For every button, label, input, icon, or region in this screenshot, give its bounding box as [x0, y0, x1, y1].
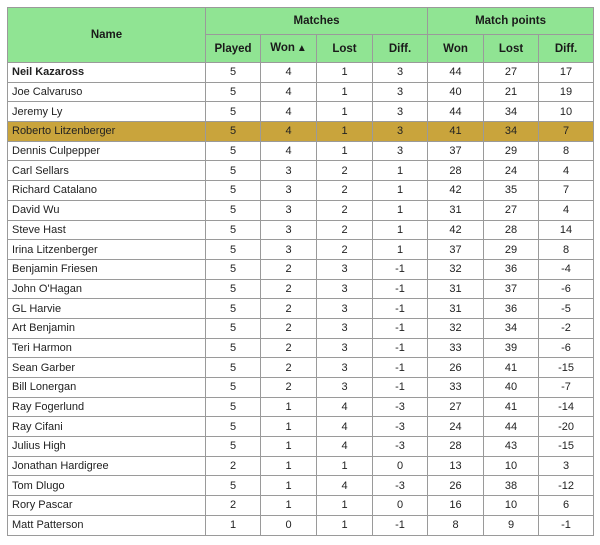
table-body	[8, 63, 594, 536]
mp-diff-cell: -6	[539, 279, 594, 299]
mp-won-cell: 37	[428, 141, 484, 161]
diff-cell: 0	[373, 456, 428, 476]
played-cell: 1	[206, 515, 261, 535]
standings-table-container	[7, 7, 593, 536]
played-cell: 2	[206, 456, 261, 476]
table-row[interactable]	[8, 200, 594, 220]
table-row[interactable]	[8, 279, 594, 299]
player-name-cell: Steve Hast	[8, 220, 206, 240]
player-name-cell: Dennis Culpepper	[8, 141, 206, 161]
lost-cell: 4	[317, 417, 373, 437]
diff-cell: -1	[373, 338, 428, 358]
won-cell: 3	[261, 240, 317, 260]
diff-cell: 3	[373, 102, 428, 122]
mp-won-cell: 24	[428, 417, 484, 437]
won-cell: 1	[261, 476, 317, 496]
mp-won-cell: 42	[428, 181, 484, 201]
lost-cell: 1	[317, 456, 373, 476]
played-cell: 5	[206, 200, 261, 220]
player-name-cell: Julius High	[8, 437, 206, 457]
table-header	[8, 8, 594, 63]
mp-diff-cell: -6	[539, 338, 594, 358]
lost-cell: 2	[317, 161, 373, 181]
diff-cell: -1	[373, 279, 428, 299]
table-row[interactable]	[8, 82, 594, 102]
table-row[interactable]	[8, 318, 594, 338]
mp-won-cell: 42	[428, 220, 484, 240]
diff-cell: -1	[373, 515, 428, 535]
diff-column-header[interactable]: Diff.	[373, 35, 428, 63]
table-row[interactable]	[8, 397, 594, 417]
played-cell: 5	[206, 161, 261, 181]
played-cell: 5	[206, 476, 261, 496]
played-cell: 5	[206, 378, 261, 398]
mp-lost-cell: 24	[484, 161, 539, 181]
mp-diff-cell: -14	[539, 397, 594, 417]
mp-diff-cell: 4	[539, 200, 594, 220]
mp-lost-cell: 41	[484, 358, 539, 378]
won-cell: 4	[261, 102, 317, 122]
table-row[interactable]	[8, 338, 594, 358]
diff-cell: 3	[373, 122, 428, 142]
won-cell: 0	[261, 515, 317, 535]
won-cell: 1	[261, 417, 317, 437]
mp-lost-cell: 38	[484, 476, 539, 496]
won-cell: 2	[261, 378, 317, 398]
mp-lost-cell: 34	[484, 318, 539, 338]
table-row[interactable]	[8, 299, 594, 319]
lost-cell: 2	[317, 200, 373, 220]
mp-diff-cell: 8	[539, 141, 594, 161]
table-row[interactable]	[8, 417, 594, 437]
diff-cell: 1	[373, 220, 428, 240]
standings-table	[7, 7, 594, 536]
mp-diff-cell: 14	[539, 220, 594, 240]
played-cell: 5	[206, 220, 261, 240]
lost-cell: 1	[317, 82, 373, 102]
lost-cell: 1	[317, 515, 373, 535]
diff-cell: -1	[373, 299, 428, 319]
mp-lost-cell: 40	[484, 378, 539, 398]
mp-won-cell: 44	[428, 63, 484, 83]
table-row[interactable]	[8, 496, 594, 516]
played-column-header[interactable]: Played	[206, 35, 261, 63]
played-cell: 5	[206, 122, 261, 142]
mp-diff-cell: -5	[539, 299, 594, 319]
diff-cell: 1	[373, 200, 428, 220]
table-row[interactable]	[8, 240, 594, 260]
played-cell: 5	[206, 338, 261, 358]
lost-cell: 3	[317, 299, 373, 319]
mp-won-cell: 41	[428, 122, 484, 142]
mp-won-cell: 28	[428, 161, 484, 181]
lost-cell: 4	[317, 397, 373, 417]
table-row[interactable]	[8, 476, 594, 496]
won-cell: 2	[261, 358, 317, 378]
player-name-cell: Art Benjamin	[8, 318, 206, 338]
diff-cell: -3	[373, 417, 428, 437]
mp-won-cell: 31	[428, 299, 484, 319]
played-cell: 5	[206, 240, 261, 260]
mp-lost-cell: 34	[484, 102, 539, 122]
lost-cell: 4	[317, 476, 373, 496]
mp-won-cell: 31	[428, 200, 484, 220]
table-row[interactable]	[8, 378, 594, 398]
won-cell: 3	[261, 200, 317, 220]
name-column-header[interactable]: Name	[8, 8, 206, 63]
won-column-header[interactable]	[261, 35, 317, 63]
won-cell: 1	[261, 496, 317, 516]
won-cell: 1	[261, 397, 317, 417]
played-cell: 5	[206, 358, 261, 378]
mp-won-cell: 31	[428, 279, 484, 299]
player-name-cell: Roberto Litzenberger	[8, 122, 206, 142]
mp-lost-cell: 34	[484, 122, 539, 142]
table-row[interactable]	[8, 141, 594, 161]
won-cell: 4	[261, 122, 317, 142]
matches-group-header: Matches	[206, 8, 428, 35]
played-cell: 5	[206, 82, 261, 102]
table-row[interactable]	[8, 63, 594, 83]
mp-lost-cell: 21	[484, 82, 539, 102]
played-cell: 2	[206, 496, 261, 516]
mp-won-cell: 33	[428, 338, 484, 358]
mp-lost-cell: 27	[484, 200, 539, 220]
player-name-cell: Carl Sellars	[8, 161, 206, 181]
mp-lost-cell: 41	[484, 397, 539, 417]
table-row[interactable]	[8, 220, 594, 240]
diff-cell: -1	[373, 358, 428, 378]
mp-won-cell: 13	[428, 456, 484, 476]
lost-cell: 1	[317, 102, 373, 122]
played-cell: 5	[206, 259, 261, 279]
won-column-label: Won	[270, 42, 295, 54]
lost-cell: 3	[317, 378, 373, 398]
played-cell: 5	[206, 299, 261, 319]
diff-cell: -1	[373, 259, 428, 279]
mp-diff-cell: -2	[539, 318, 594, 338]
lost-column-header[interactable]: Lost	[317, 35, 373, 63]
lost-cell: 3	[317, 338, 373, 358]
mp-lost-cell: 9	[484, 515, 539, 535]
won-cell: 4	[261, 82, 317, 102]
mp-diff-cell: 6	[539, 496, 594, 516]
diff-cell: 3	[373, 82, 428, 102]
played-cell: 5	[206, 397, 261, 417]
mp-lost-cell: 29	[484, 141, 539, 161]
lost-cell: 3	[317, 259, 373, 279]
mp-won-cell: 44	[428, 102, 484, 122]
played-cell: 5	[206, 102, 261, 122]
mp-lost-cell: 29	[484, 240, 539, 260]
mp-lost-cell: 44	[484, 417, 539, 437]
mp-diff-cell: -12	[539, 476, 594, 496]
played-cell: 5	[206, 141, 261, 161]
mp-diff-cell: 17	[539, 63, 594, 83]
played-cell: 5	[206, 63, 261, 83]
table-row[interactable]	[8, 161, 594, 181]
mp-won-cell: 40	[428, 82, 484, 102]
mp-diff-cell: 3	[539, 456, 594, 476]
lost-cell: 1	[317, 122, 373, 142]
diff-cell: -3	[373, 476, 428, 496]
mp-won-cell: 26	[428, 358, 484, 378]
player-name-cell: Jonathan Hardigree	[8, 456, 206, 476]
player-name-cell: Rory Pascar	[8, 496, 206, 516]
lost-cell: 2	[317, 240, 373, 260]
mp-won-cell: 37	[428, 240, 484, 260]
mp-lost-cell: 37	[484, 279, 539, 299]
mp-lost-cell: 10	[484, 496, 539, 516]
match-points-group-header: Match points	[428, 8, 594, 35]
lost-cell: 3	[317, 318, 373, 338]
mp-won-cell: 16	[428, 496, 484, 516]
mp-diff-cell: -7	[539, 378, 594, 398]
won-cell: 2	[261, 299, 317, 319]
diff-cell: 1	[373, 181, 428, 201]
mp-diff-cell: -1	[539, 515, 594, 535]
player-name-cell: Sean Garber	[8, 358, 206, 378]
mp-won-column-header[interactable]: Won	[428, 35, 484, 63]
mp-lost-cell: 27	[484, 63, 539, 83]
lost-cell: 2	[317, 220, 373, 240]
player-name-cell: Ray Fogerlund	[8, 397, 206, 417]
player-name-cell: David Wu	[8, 200, 206, 220]
mp-diff-cell: -15	[539, 358, 594, 378]
won-cell: 2	[261, 318, 317, 338]
won-cell: 3	[261, 220, 317, 240]
player-name-cell: Tom Dlugo	[8, 476, 206, 496]
player-name-cell: Ray Cifani	[8, 417, 206, 437]
won-cell: 2	[261, 259, 317, 279]
diff-cell: 0	[373, 496, 428, 516]
mp-diff-column-header[interactable]: Diff.	[539, 35, 594, 63]
diff-cell: 3	[373, 141, 428, 161]
sort-ascending-icon: ▲	[296, 43, 307, 54]
lost-cell: 3	[317, 358, 373, 378]
diff-cell: 1	[373, 240, 428, 260]
mp-won-cell: 32	[428, 318, 484, 338]
player-name-cell: Matt Patterson	[8, 515, 206, 535]
player-name-cell: Benjamin Friesen	[8, 259, 206, 279]
mp-won-cell: 28	[428, 437, 484, 457]
lost-cell: 1	[317, 496, 373, 516]
mp-diff-cell: 10	[539, 102, 594, 122]
mp-won-cell: 27	[428, 397, 484, 417]
mp-diff-cell: 8	[539, 240, 594, 260]
player-name-cell: Richard Catalano	[8, 181, 206, 201]
table-row[interactable]	[8, 437, 594, 457]
won-cell: 4	[261, 63, 317, 83]
player-name-cell: Irina Litzenberger	[8, 240, 206, 260]
mp-diff-cell: -4	[539, 259, 594, 279]
won-cell: 3	[261, 181, 317, 201]
table-row[interactable]	[8, 259, 594, 279]
won-cell: 4	[261, 141, 317, 161]
player-name-cell: Bill Lonergan	[8, 378, 206, 398]
mp-diff-cell: 19	[539, 82, 594, 102]
won-cell: 1	[261, 456, 317, 476]
played-cell: 5	[206, 279, 261, 299]
lost-cell: 1	[317, 141, 373, 161]
diff-cell: 3	[373, 63, 428, 83]
table-row[interactable]	[8, 456, 594, 476]
diff-cell: -1	[373, 318, 428, 338]
lost-cell: 1	[317, 63, 373, 83]
diff-cell: -3	[373, 437, 428, 457]
table-row[interactable]	[8, 122, 594, 142]
mp-won-cell: 32	[428, 259, 484, 279]
player-name-cell: GL Harvie	[8, 299, 206, 319]
player-name-cell: Joe Calvaruso	[8, 82, 206, 102]
lost-cell: 2	[317, 181, 373, 201]
won-cell: 3	[261, 161, 317, 181]
mp-diff-cell: 7	[539, 181, 594, 201]
played-cell: 5	[206, 437, 261, 457]
won-cell: 2	[261, 279, 317, 299]
mp-won-cell: 33	[428, 378, 484, 398]
played-cell: 5	[206, 417, 261, 437]
mp-diff-cell: 4	[539, 161, 594, 181]
mp-won-cell: 8	[428, 515, 484, 535]
lost-cell: 3	[317, 279, 373, 299]
mp-lost-cell: 10	[484, 456, 539, 476]
diff-cell: -3	[373, 397, 428, 417]
player-name-cell: Jeremy Ly	[8, 102, 206, 122]
player-name-cell: Teri Harmon	[8, 338, 206, 358]
table-row[interactable]	[8, 181, 594, 201]
won-cell: 2	[261, 338, 317, 358]
won-cell: 1	[261, 437, 317, 457]
played-cell: 5	[206, 318, 261, 338]
mp-diff-cell: 7	[539, 122, 594, 142]
played-cell: 5	[206, 181, 261, 201]
mp-lost-cell: 28	[484, 220, 539, 240]
player-name-cell: John O'Hagan	[8, 279, 206, 299]
mp-diff-cell: -20	[539, 417, 594, 437]
mp-lost-cell: 36	[484, 259, 539, 279]
player-name-cell: Neil Kazaross	[8, 63, 206, 83]
table-row[interactable]	[8, 358, 594, 378]
table-row[interactable]	[8, 102, 594, 122]
mp-won-cell: 26	[428, 476, 484, 496]
mp-diff-cell: -15	[539, 437, 594, 457]
lost-cell: 4	[317, 437, 373, 457]
mp-lost-cell: 35	[484, 181, 539, 201]
diff-cell: 1	[373, 161, 428, 181]
mp-lost-cell: 36	[484, 299, 539, 319]
mp-lost-cell: 43	[484, 437, 539, 457]
table-row[interactable]	[8, 515, 594, 535]
diff-cell: -1	[373, 378, 428, 398]
mp-lost-cell: 39	[484, 338, 539, 358]
mp-lost-column-header[interactable]: Lost	[484, 35, 539, 63]
